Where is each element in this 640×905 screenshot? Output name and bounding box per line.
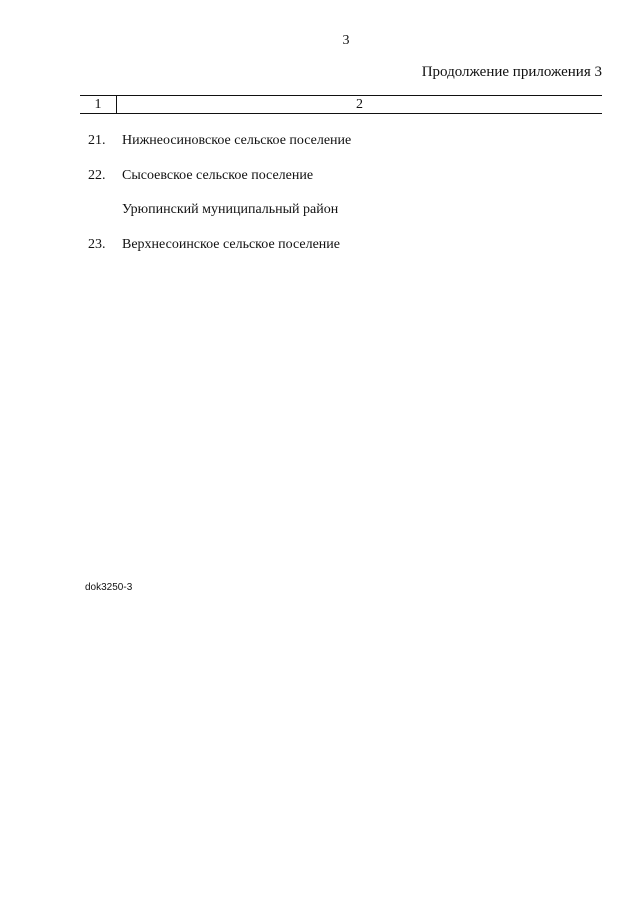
list-item-number: 22. <box>88 167 106 183</box>
list-item <box>88 166 588 201</box>
document-code: dok3250-3 <box>85 582 133 593</box>
list-item <box>88 131 588 166</box>
page-number: 3 <box>342 33 350 48</box>
list-item <box>88 235 588 270</box>
settlement-list <box>88 131 588 269</box>
list-item-number: 21. <box>88 133 106 148</box>
table-column-header <box>80 95 602 114</box>
continuation-title: Продолжение приложения 3 <box>421 64 602 80</box>
list-item-text: Нижнеосиновское сельское поселение <box>122 133 352 148</box>
header-bottom-rule <box>80 113 602 114</box>
district-heading <box>88 200 588 235</box>
district-heading-text: Урюпинский муниципальный район <box>122 202 339 217</box>
list-item-text: Сысоевское сельское поселение <box>122 167 314 183</box>
header-cell-2: 2 <box>356 97 363 112</box>
list-item-text: Верхнесоинское сельское поселение <box>122 236 340 252</box>
header-cell-1: 1 <box>94 97 102 112</box>
list-item-number: 23. <box>88 236 106 252</box>
